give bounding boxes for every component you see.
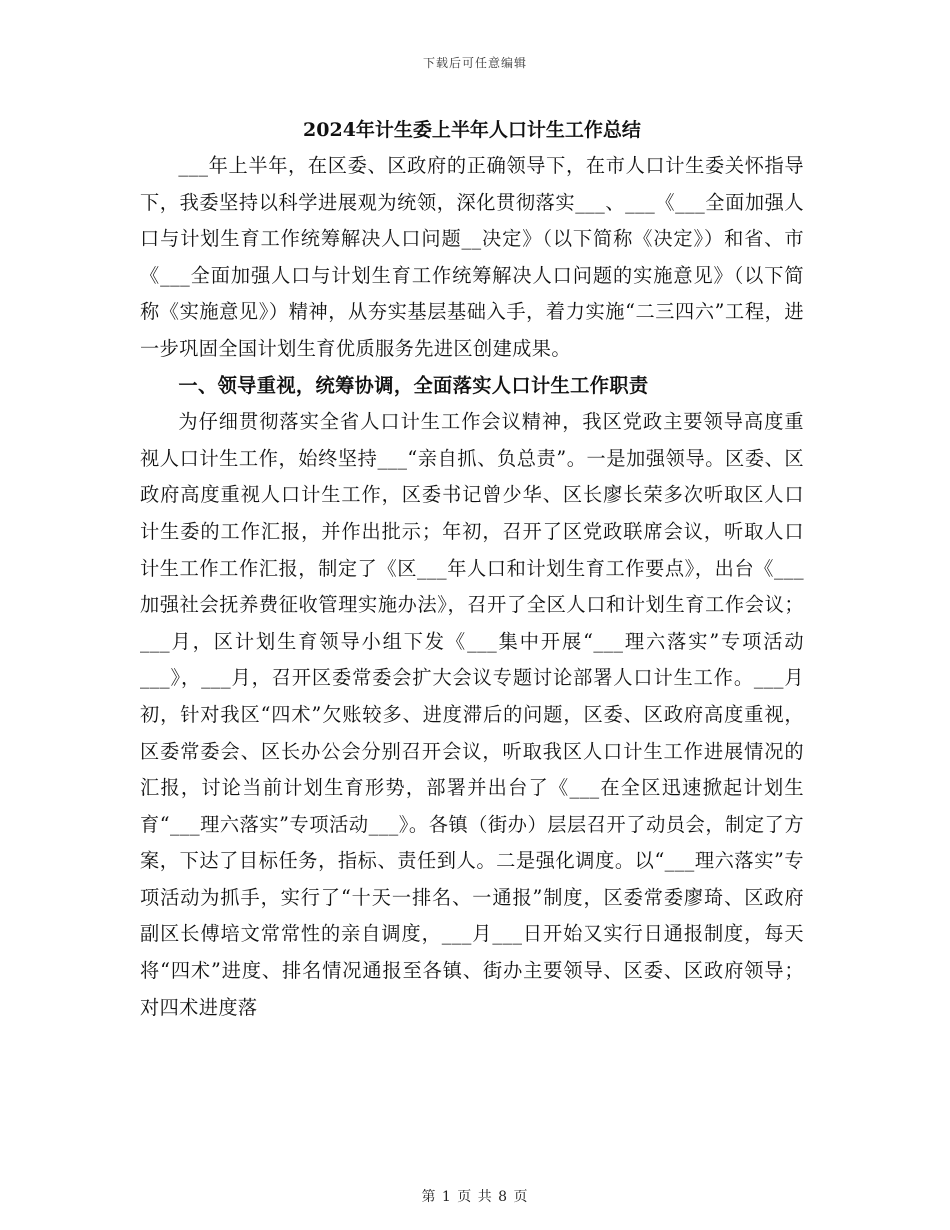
- page-header: 下载后可任意编辑: [422, 56, 527, 70]
- page-footer: 第 1 页 共 8 页: [421, 1189, 529, 1205]
- section-heading-1: 一、领导重视，统筹协调，全面落实人口计生工作职责: [178, 373, 649, 397]
- section-body-1: 为仔细贯彻落实全省人口计生工作会议精神，我区党政主要领导高度重视人口计生工作，始终坚持___“亲自抓、负总责”。一是加强领导。区委、区政府高度重视人口计生工作，区委书记曾少华、区长廖长荣多次听取区人口计生委的工作汇报，并作出批示；年初，召开了区党政联席会议，听取人口计生工作工作汇报，制定了《区___年人口和计划生育工作要点》，出台《___加强社会抚养费征收管理实施办法》，召开了全区人口和计划生育工作会议；___月，区计划生育领导小组下发《___集中开展“___理六落实”专项活动___》，___月，召开区委常委会扩大会议专题讨论部署人口计生工作。___月初，针对我区“四术”欠账较多、进度滞后的问题，区委、区政府高度重视，区委常委会、区长办公会分别召开会议，听取我区人口计生工作进展情况的汇报，讨论当前计划生育形势，部署并出台了《___在全区迅速掀起计划生育“___理六落实”专项活动___》。各镇（街办）层层召开了动员会，制定了方案，下达了目标任务，指标、责任到人。二是强化调度。以“___理六落实”专项活动为抓手，实行了“十天一排名、一通报”制度，区委常委廖琦、区政府副区长傅培文常常性的亲自调度，___月___日开始又实行日通报制度，每天将“四术”进度、排名情况通报至各镇、街办主要领导、区委、区政府领导；对四术进度落: [140, 410, 804, 1019]
- document-title: 2024年计生委上半年人口计生工作总结: [303, 119, 641, 141]
- document-body: [140, 112, 804, 1026]
- intro-paragraph: ___年上半年，在区委、区政府的正确领导下，在市人口计生委关怀指导下，我委坚持以科学进展观为统领，深化贯彻落实___、___《___全面加强人口与计划生育工作统筹解决人口问题__决定》（以下简称《决定》）和省、市《___全面加强人口与计划生育工作统筹解决人口问题的实施意见》（以下简称《实施意见》）精神，从夯实基层基础入手，着力实施“二三四六”工程，进一步巩固全国计划生育优质服务先进区创建成果。: [140, 154, 804, 360]
